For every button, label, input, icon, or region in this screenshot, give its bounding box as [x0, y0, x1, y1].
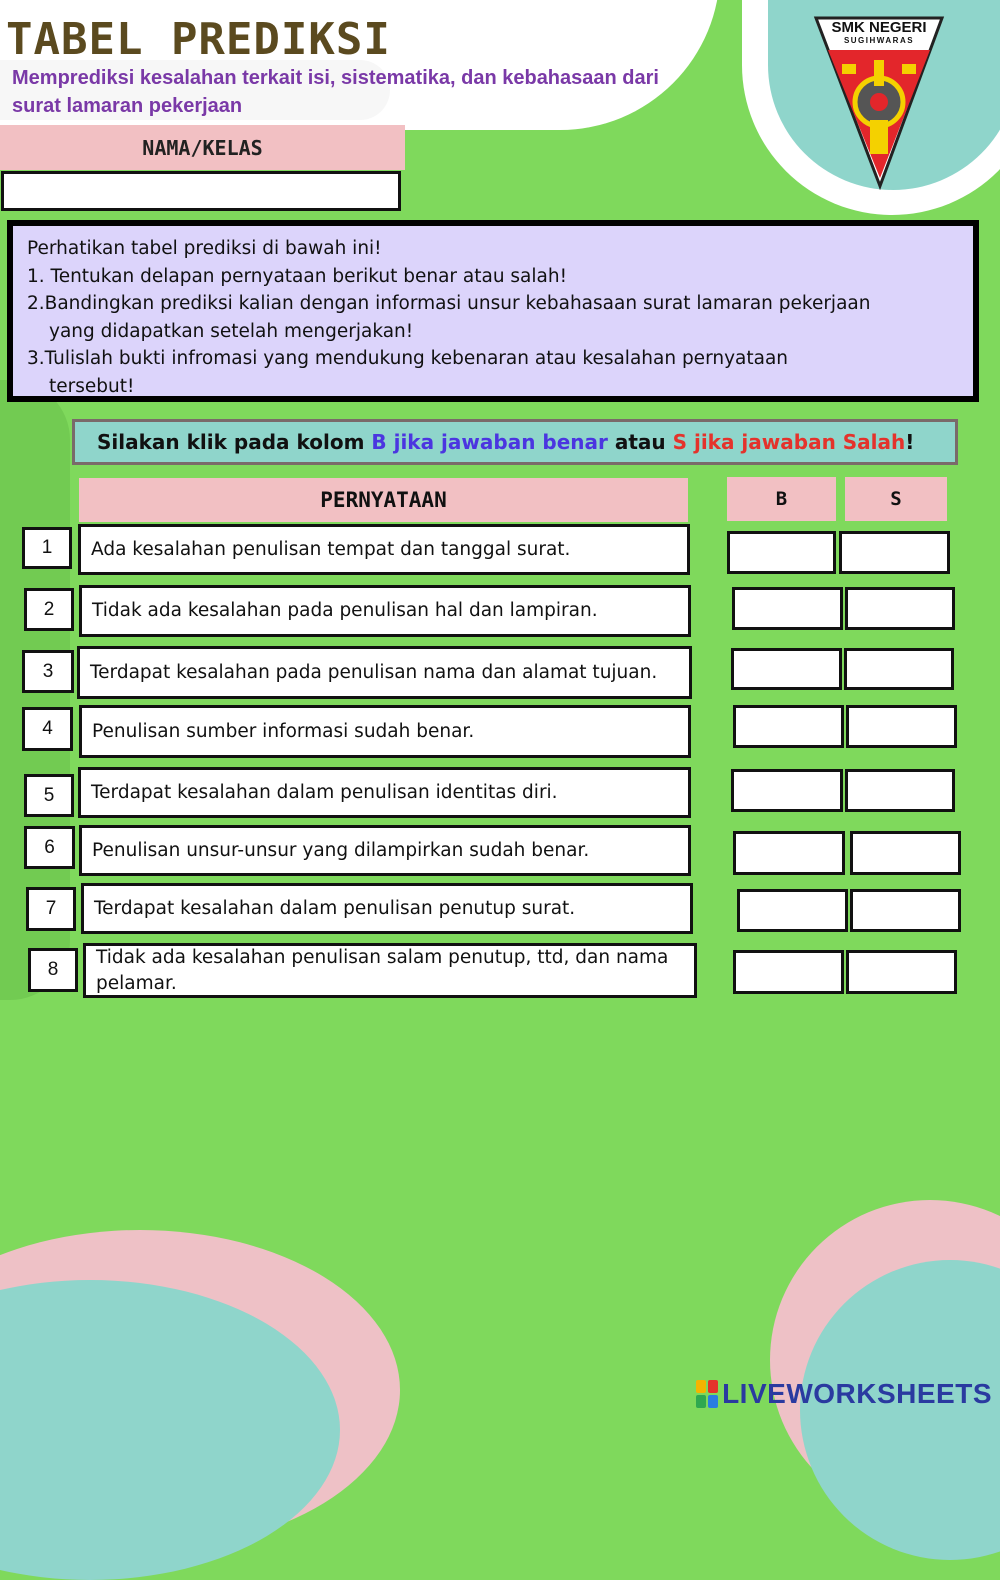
row-number: 3: [22, 650, 74, 693]
logo-text-bottom: SUGIHWARAS: [843, 36, 915, 45]
hint-middle: atau: [607, 430, 673, 454]
answer-b-1[interactable]: [727, 531, 836, 574]
answer-b-7[interactable]: [737, 889, 848, 932]
liveworksheets-logo-icon: [696, 1380, 718, 1408]
header-statement: PERNYATAAN: [79, 478, 688, 522]
answer-s-2[interactable]: [845, 587, 955, 630]
instruction-line: Perhatikan tabel prediksi di bawah ini!: [27, 238, 382, 259]
row-number: 6: [24, 826, 75, 869]
row-number: 5: [24, 774, 74, 817]
instruction-line: 2.Bandingkan prediksi kalian dengan informasi unsur kebahasaan surat lamaran pekerjaan: [27, 293, 871, 314]
row-number: 2: [24, 588, 74, 631]
statement-3: Terdapat kesalahan pada penulisan nama dan alamat tujuan.: [77, 646, 692, 699]
row-number: 4: [22, 707, 73, 751]
answer-s-6[interactable]: [850, 831, 961, 875]
header-s: S: [845, 477, 947, 521]
name-class-label: NAMA/KELAS: [0, 125, 405, 170]
answer-b-3[interactable]: [731, 648, 842, 690]
logo-text-top: SMK NEGERI: [831, 19, 927, 36]
school-logo: [812, 10, 946, 190]
hint-salah: S jika jawaban Salah: [672, 430, 906, 454]
instruction-line: tersebut!: [49, 375, 135, 397]
instruction-line: yang didapatkan setelah mengerjakan!: [49, 320, 414, 342]
statement-2: Tidak ada kesalahan pada penulisan hal dan lampiran.: [79, 585, 691, 637]
answer-b-4[interactable]: [733, 705, 844, 748]
answer-s-7[interactable]: [850, 889, 961, 932]
row-number: 7: [26, 887, 76, 931]
name-class-input[interactable]: [1, 171, 401, 211]
header-b: B: [727, 477, 836, 521]
row-number: 8: [28, 948, 78, 992]
answer-s-8[interactable]: [846, 950, 957, 994]
hint-benar: B jika jawaban benar: [371, 430, 608, 454]
hint-bar: [72, 419, 958, 465]
answer-s-5[interactable]: [845, 769, 955, 812]
liveworksheets-label: LIVEWORKSHEETS: [722, 1378, 992, 1409]
instruction-line: 3.Tulislah bukti infromasi yang mendukung kebenaran atau kesalahan pernyataan: [27, 348, 789, 369]
statement-7: Terdapat kesalahan dalam penulisan penutup surat.: [81, 883, 693, 934]
page-title: TABEL PREDIKSI: [6, 14, 391, 65]
statement-8: Tidak ada kesalahan penulisan salam penutup, ttd, dan nama pelamar.: [83, 943, 697, 998]
row-number: 1: [22, 527, 72, 569]
answer-b-8[interactable]: [733, 950, 844, 994]
liveworksheets-brand[interactable]: [696, 1378, 992, 1410]
statement-5: Terdapat kesalahan dalam penulisan identitas diri.: [78, 767, 691, 818]
statement-1: Ada kesalahan penulisan tempat dan tanggal surat.: [78, 524, 690, 575]
answer-s-3[interactable]: [844, 648, 954, 690]
statement-4: Penulisan sumber informasi sudah benar.: [79, 705, 691, 758]
answer-b-6[interactable]: [733, 831, 845, 875]
instruction-line: 1. Tentukan delapan pernyataan berikut benar atau salah!: [27, 265, 568, 287]
page-subtitle: Memprediksi kesalahan terkait isi, sistematika, dan kebahasaan dari surat lamaran pekerjaan: [12, 67, 659, 117]
answer-s-4[interactable]: [846, 705, 957, 748]
answer-b-2[interactable]: [732, 587, 843, 630]
answer-s-1[interactable]: [839, 531, 950, 574]
instructions-box: [7, 220, 979, 402]
hint-prefix: Silakan klik pada kolom: [97, 430, 372, 454]
statement-6: Penulisan unsur-unsur yang dilampirkan sudah benar.: [79, 825, 691, 876]
answer-b-5[interactable]: [731, 769, 843, 812]
hint-suffix: !: [905, 430, 915, 454]
